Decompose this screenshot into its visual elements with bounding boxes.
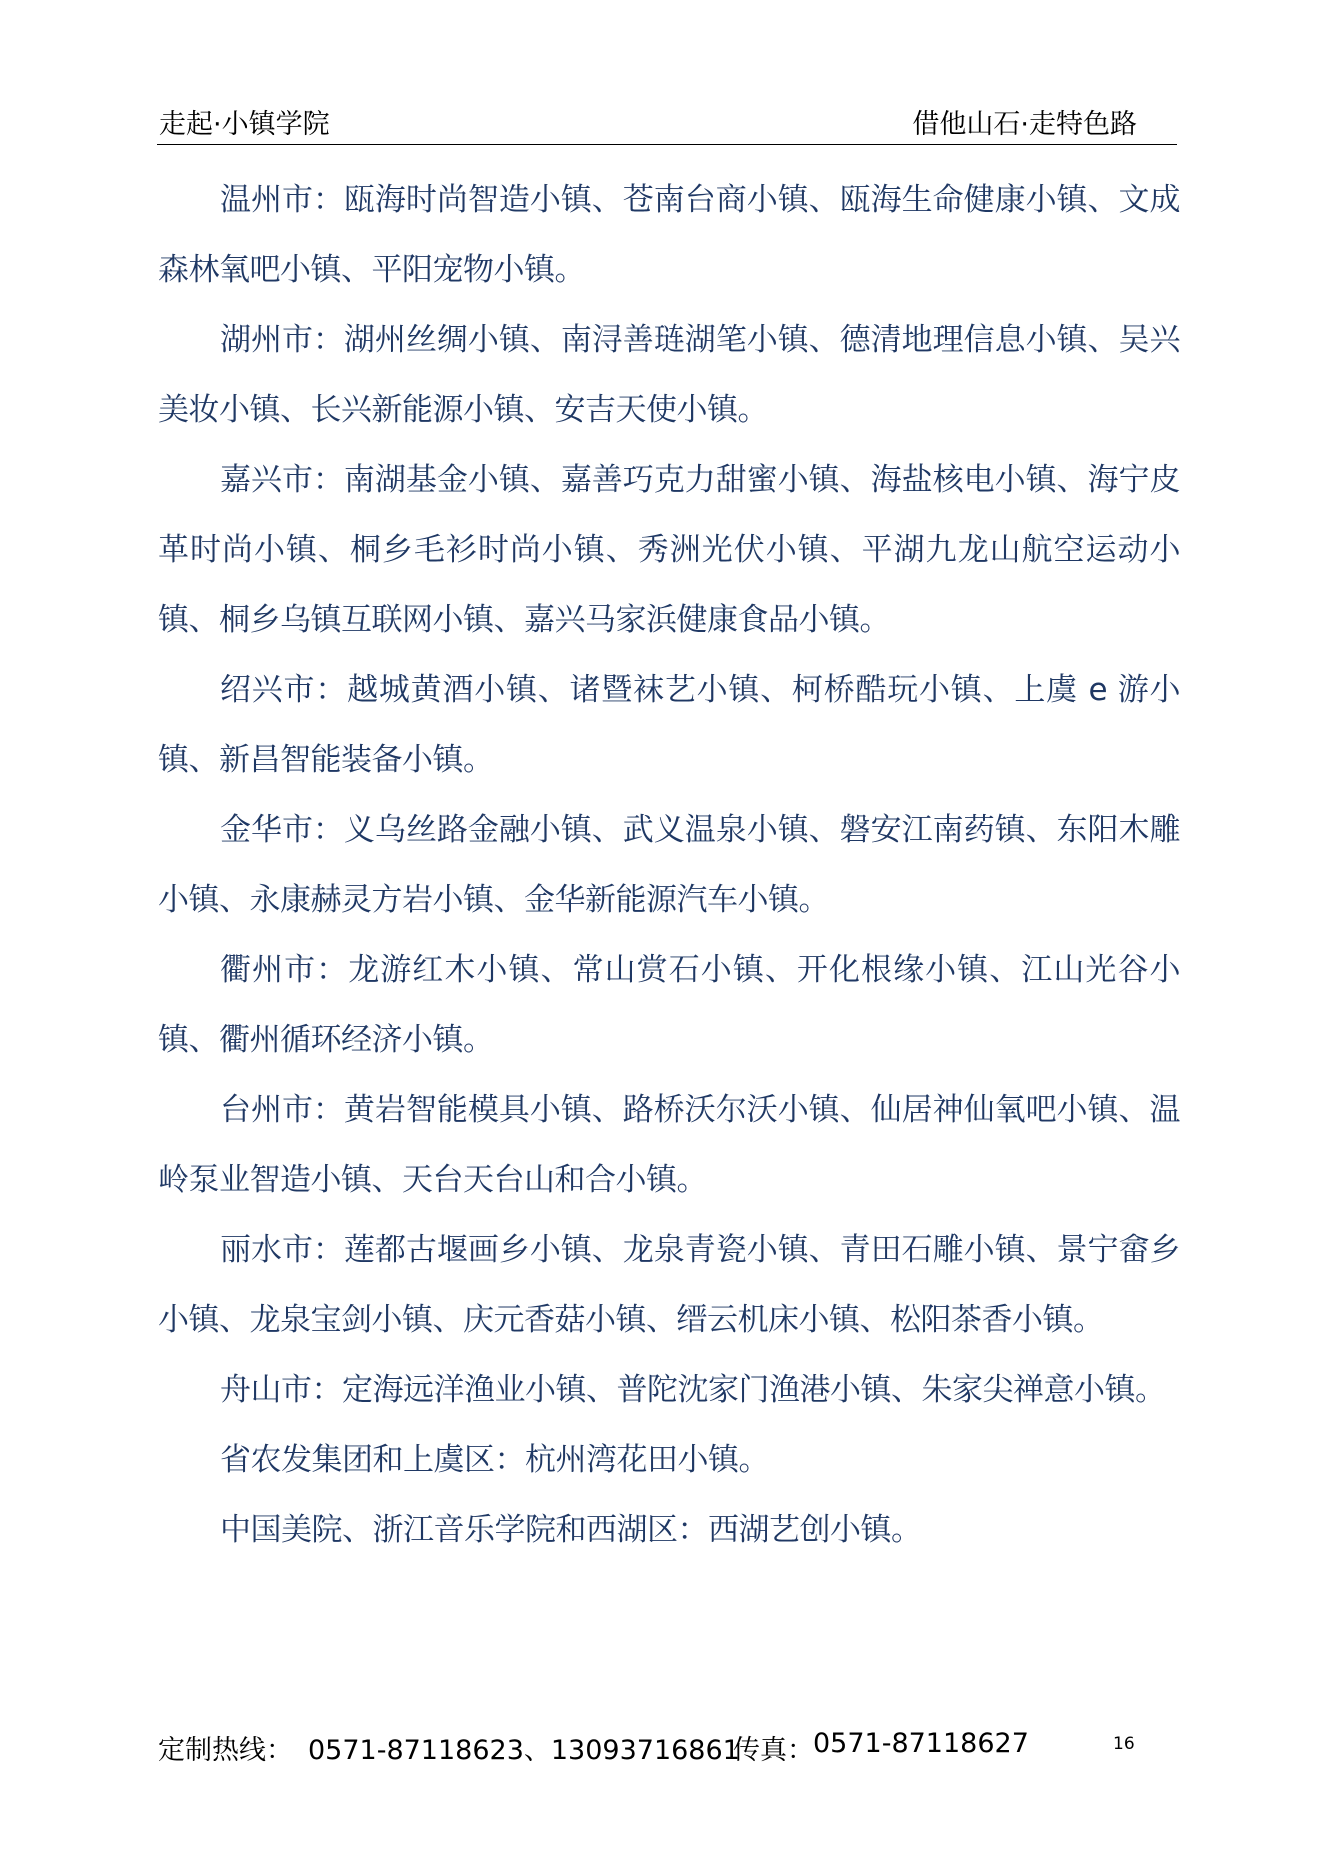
paragraph-huzhou: 湖州市：湖州丝绸小镇、南浔善琏湖笔小镇、德清地理信息小镇、吴兴美妆小镇、长兴新能源小镇、安吉天使小镇。 [158, 322, 1180, 428]
paragraph-lishui: 丽水市：莲都古堰画乡小镇、龙泉青瓷小镇、青田石雕小镇、景宁畲乡小镇、龙泉宝剑小镇、庆元香菇小镇、缙云机床小镇、松阳茶香小镇。 [158, 1232, 1180, 1338]
paragraph-jiaxing: 嘉兴市：南湖基金小镇、嘉善巧克力甜蜜小镇、海盐核电小镇、海宁皮革时尚小镇、桐乡毛衫时尚小镇、秀洲光伏小镇、平湖九龙山航空运动小镇、桐乡乌镇互联网小镇、嘉兴马家浜健康食品小镇。 [158, 462, 1180, 638]
paragraph-taizhou: 台州市：黄岩智能模具小镇、路桥沃尔沃小镇、仙居神仙氧吧小镇、温岭泵业智造小镇、天台天台山和合小镇。 [158, 1092, 1180, 1198]
paragraph-zhoushan: 舟山市：定海远洋渔业小镇、普陀沈家门渔港小镇、朱家尖禅意小镇。 [220, 1372, 1166, 1408]
page-header [157, 100, 1177, 145]
page-number: 16 [1113, 1734, 1135, 1754]
paragraph-wenzhou: 温州市：瓯海时尚智造小镇、苍南台商小镇、瓯海生命健康小镇、文成森林氧吧小镇、平阳宠物小镇。 [158, 182, 1180, 288]
fax-label: 传真： [733, 1735, 814, 1766]
header-left-title: 走起·小镇学院 [159, 109, 330, 140]
paragraph-meiyuan: 中国美院、浙江音乐学院和西湖区：西湖艺创小镇。 [220, 1512, 922, 1548]
paragraph-jinhua: 金华市：义乌丝路金融小镇、武义温泉小镇、磐安江南药镇、东阳木雕小镇、永康赫灵方岩小镇、金华新能源汽车小镇。 [158, 812, 1180, 918]
document-body [158, 165, 1180, 1565]
paragraph-quzhou: 衢州市：龙游红木小镇、常山赏石小镇、开化根缘小镇、江山光谷小镇、衢州循环经济小镇。 [158, 952, 1180, 1058]
page-footer [158, 1728, 1198, 1768]
hotline-value: 0571-87118623、13093716861 [308, 1735, 740, 1766]
hotline-label: 定制热线： [158, 1735, 293, 1766]
header-right-title: 借他山石·走特色路 [912, 109, 1137, 140]
fax-value: 0571-87118627 [813, 1728, 1029, 1759]
paragraph-nongfa: 省农发集团和上虞区：杭州湾花田小镇。 [220, 1442, 769, 1478]
paragraph-shaoxing: 绍兴市：越城黄酒小镇、诸暨袜艺小镇、柯桥酷玩小镇、上虞 e 游小镇、新昌智能装备小镇。 [158, 672, 1180, 778]
